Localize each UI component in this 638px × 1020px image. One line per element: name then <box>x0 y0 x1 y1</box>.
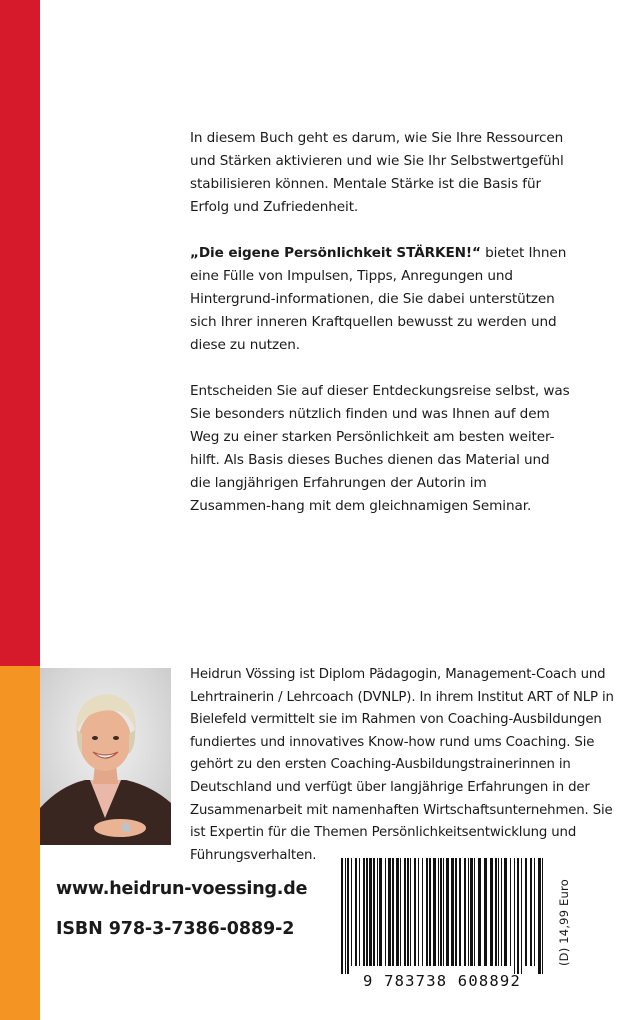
barcode-bar <box>347 858 349 974</box>
spine-red-band <box>0 0 40 666</box>
barcode-bar <box>501 858 502 966</box>
barcode-bar <box>341 858 343 974</box>
barcode-bar <box>517 858 519 974</box>
barcode-bar <box>490 858 493 966</box>
isbn-number: ISBN 978-3-7386-0889-2 <box>56 919 295 939</box>
barcode-bar <box>400 858 401 966</box>
blurb-paragraph-2-rest: bietet Ihnen eine Fülle von Impulsen, Tipps, Anregungen und Hintergrund-informationen, die Sie dabei unterstützen sich Ihrer inneren Kraftquellen bewusst zu werden und diese zu nutzen. <box>190 245 567 353</box>
barcode-bar <box>538 858 541 974</box>
barcode-bar <box>351 858 352 966</box>
barcode-bar <box>534 858 535 966</box>
barcode-bar <box>392 858 394 966</box>
barcode-bar <box>451 858 454 966</box>
barcode-bar <box>464 858 466 966</box>
barcode-bar <box>504 858 507 966</box>
barcode-bar <box>422 858 423 966</box>
barcode-bar <box>379 858 382 966</box>
blurb-paragraph-1: In diesem Buch geht es darum, wie Sie Ihre Ressourcen und Stärken aktivieren und wie Sie Ihr Selbstwertgefühl stabilisieren können. Mentale Stärke ist die Basis für Erfolg und Zufriedenheit. <box>190 130 564 215</box>
barcode-bar <box>443 858 444 966</box>
barcode-bar <box>385 858 386 966</box>
barcode-bar <box>369 858 372 966</box>
author-portrait-icon <box>40 668 171 845</box>
barcode-bar <box>359 858 360 966</box>
barcode-bar <box>433 858 436 966</box>
price-label: (D) 14,99 Euro <box>557 879 571 966</box>
barcode-bar <box>426 858 428 966</box>
blurb-paragraph-3: Entscheiden Sie auf dieser Entdeckungsreise selbst, was Sie besonders nützlich finden und was Ihnen auf dem Weg zu einer starken Persönlichkeit am besten weiter-hilft. Als Basis dieses Buches dienen das Material und die langjährigen Erfahrungen der Autorin im Zusammen-hang mit dem gleichnamigen Seminar. <box>190 383 570 514</box>
barcode-bar <box>407 858 409 966</box>
barcode-bar <box>514 858 515 974</box>
blurb-paragraph-2 <box>190 242 570 357</box>
barcode-bar <box>429 858 431 966</box>
barcode-bar <box>446 858 449 966</box>
barcode-bar <box>345 858 346 974</box>
barcode-bar <box>373 858 375 966</box>
barcode-bar <box>414 858 416 966</box>
book-title-quote: „Die eigene Persönlichkeit STÄRKEN!“ <box>190 245 481 261</box>
barcode-bar <box>388 858 391 966</box>
barcode-bar <box>377 858 378 966</box>
barcode-bar <box>530 858 532 966</box>
barcode-bar <box>484 858 487 966</box>
barcode-bar <box>468 858 469 966</box>
barcode-bar <box>410 858 411 966</box>
barcode <box>333 858 551 990</box>
barcode-bar <box>404 858 406 966</box>
barcode-bar <box>396 858 399 966</box>
barcode-bar <box>510 858 511 966</box>
barcode-bar <box>455 858 457 966</box>
author-bio: Heidrun Vössing ist Diplom Pädagogin, Management-Coach und Lehrtrainerin / Lehrcoach (DVNLP). In ihrem Institut ART of NLP in Bielefeld vermittelt sie im Rahmen von Coaching-Ausbildungen fundiertes und innovatives Know-how rund ums Coaching. Sie gehört zu den ersten Coaching-Ausbildungstrainerinnen in Deutschland und verfügt über langjährige Erfahrungen in der Zusammenarbeit mit namenhaften Wirtschaftsunternehmen. Sie ist Expertin für die Themen Persönlichkeitsentwicklung und Führungsverhalten. <box>190 667 614 863</box>
barcode-bar <box>418 858 419 966</box>
barcode-bar <box>478 858 481 966</box>
barcode-bar <box>525 858 527 966</box>
barcode-bar <box>459 858 461 966</box>
barcode-bar <box>355 858 357 966</box>
author-website-link[interactable]: www.heidrun-voessing.de <box>56 879 308 899</box>
barcode-bar <box>363 858 365 966</box>
spine-orange-band <box>0 666 40 1020</box>
barcode-bar <box>495 858 497 966</box>
barcode-number: 9 783738 608892 <box>363 972 521 990</box>
barcode-bar <box>440 858 442 966</box>
barcode-bar <box>498 858 499 966</box>
blurb-text <box>190 127 570 541</box>
barcode-bar <box>542 858 543 974</box>
barcode-bar <box>470 858 473 966</box>
barcode-bar <box>474 858 475 966</box>
barcode-bar <box>438 858 439 966</box>
barcode-bar <box>366 858 368 966</box>
barcode-bars <box>341 858 543 974</box>
barcode-bar <box>521 858 522 974</box>
